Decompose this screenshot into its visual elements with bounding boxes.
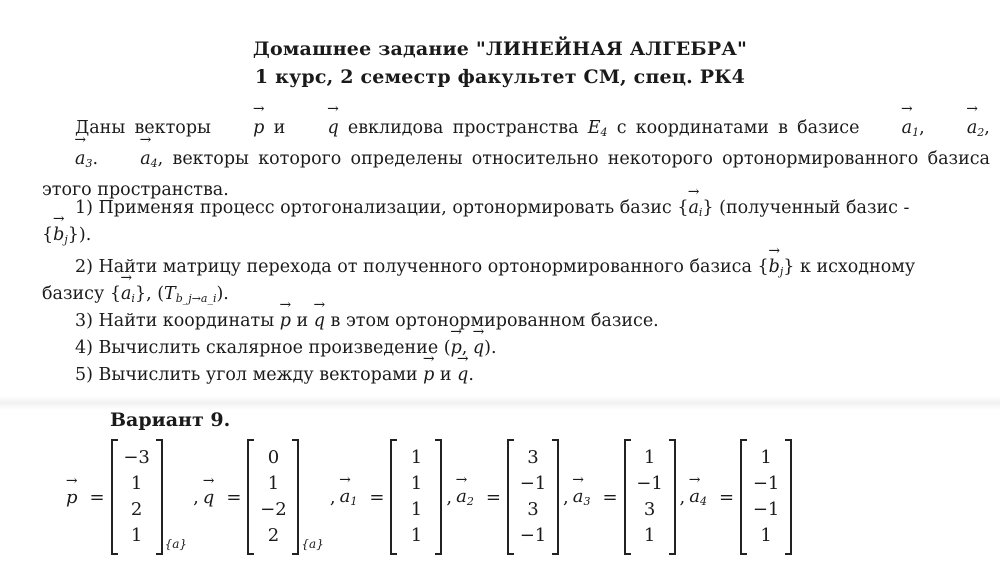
matrix-cell: 1 bbox=[410, 473, 423, 494]
matrix-cell: 1 bbox=[267, 473, 280, 494]
intro-paragraph: Даны векторы → p и → q евклидова пространства $E_4$ с координатами в базисе → $a_1$, → $a_2$, → $a_3$. → $a_4$, векторы которого определены относительно некоторого ортонормированного базиса этого пространства. bbox=[42, 115, 990, 204]
matrix-cell: 3 bbox=[643, 499, 656, 520]
basis-a4: → a bbox=[107, 146, 150, 173]
matrix-cell: 1 bbox=[410, 525, 423, 546]
vector-q-label: → q bbox=[203, 487, 215, 508]
vector-a1-matrix bbox=[390, 439, 442, 555]
scan-edge-shadow bbox=[0, 396, 1000, 410]
matrix-cell: −1 bbox=[519, 525, 547, 546]
task-2-cont: базису {→ $a_i$}, $(T_{b\_j\to a\_i})$. bbox=[42, 284, 229, 305]
task-2: 2) Найти матрицу перехода от полученного ортонормированного базиса {→ $b_j$} к исходному bbox=[75, 257, 915, 278]
matrix-cell: 2 bbox=[267, 525, 280, 546]
matrix-cell: 0 bbox=[267, 447, 280, 468]
vector-q: → q bbox=[294, 115, 338, 142]
vector-p: → p bbox=[220, 115, 264, 142]
matrix-cell: 1 bbox=[760, 447, 772, 468]
matrix-cell: 3 bbox=[527, 447, 539, 468]
matrix-cell: 1 bbox=[130, 525, 143, 546]
matrix-cell: 1 bbox=[643, 447, 656, 468]
task-1-cont: {→ $b_j$}). bbox=[42, 225, 91, 246]
matrix-cell: −1 bbox=[752, 499, 780, 520]
matrix-cell: 1 bbox=[410, 499, 423, 520]
header-title-line2: 1 курс, 2 семестр факультет СМ, спец. РК4 bbox=[254, 66, 746, 88]
matrix-cell: 1 bbox=[760, 525, 772, 546]
header-title-line1: Домашнее задание "ЛИНЕЙНАЯ АЛГЕБРА" bbox=[252, 38, 748, 60]
vector-a3-matrix bbox=[624, 439, 676, 555]
matrix-cell: −2 bbox=[260, 499, 287, 520]
matrix-cell: 1 bbox=[643, 525, 656, 546]
task-4: 4) Вычислить скалярное произведение (→ p, → q). bbox=[75, 338, 497, 358]
matrix-cell: −1 bbox=[519, 473, 547, 494]
matrix-cell: 1 bbox=[130, 473, 143, 494]
matrix-cell: 1 bbox=[410, 447, 423, 468]
task-1: 1) Применяя процесс ортогонализации, ортонормировать базис {→ $a_i$} (полученный базис - bbox=[75, 198, 909, 219]
basis-subscript: {a} bbox=[301, 537, 324, 551]
space-e: E bbox=[587, 118, 601, 138]
vector-p-label: → p bbox=[66, 487, 78, 508]
task-3: 3) Найти координаты → p и → q в этом ортонормированном базисе. bbox=[75, 311, 659, 331]
variant-vectors: → p = −3 1 2 1 {a} , → q = 0 1 −2 2 {a} , → $a_1$ = 1 1 1 1 , → $a_2$ = 3 −1 3 −1 , → $a_3$ = 1 −1 3 1 , → $a_4$ = 1 −1 −1 1 bbox=[66, 437, 792, 557]
matrix-cell: −1 bbox=[636, 473, 663, 494]
basis-a3: → a bbox=[42, 146, 85, 173]
vector-a4-matrix bbox=[740, 439, 792, 555]
vector-p-matrix bbox=[111, 439, 163, 555]
vector-q-matrix bbox=[247, 439, 299, 555]
task-5: 5) Вычислить угол между векторами → p и → q. bbox=[75, 365, 474, 385]
matrix-cell: −3 bbox=[123, 447, 150, 468]
matrix-cell: −1 bbox=[752, 473, 780, 494]
vector-a2-matrix bbox=[507, 439, 559, 555]
basis-a2: → a bbox=[934, 115, 977, 142]
matrix-cell: 3 bbox=[527, 499, 539, 520]
variant-title: Вариант 9. bbox=[110, 409, 231, 431]
basis-subscript: {a} bbox=[164, 537, 188, 551]
matrix-cell: 2 bbox=[130, 499, 143, 520]
basis-a1: → a bbox=[869, 115, 912, 142]
